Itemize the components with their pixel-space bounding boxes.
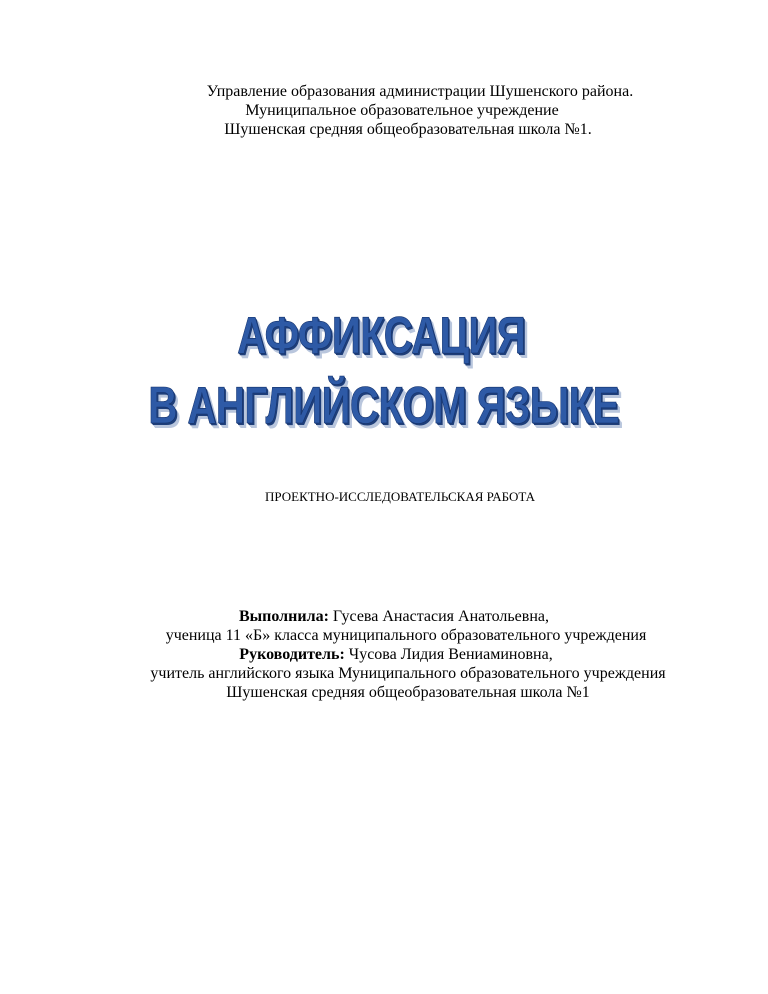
supervisor-name: Чусова Лидия Вениаминовна, — [344, 646, 553, 663]
header-line-administration: Управление образования администрации Шушенского района. — [206, 83, 634, 100]
title-line-1: АФФИКСАЦИЯ — [237, 307, 526, 365]
supervisor-line — [12, 645, 768, 664]
performer-info: ученица 11 «Б» класса муниципального образовательного учреждения — [165, 627, 647, 644]
work-type — [0, 489, 768, 505]
work-type-label: ПРОЕКТНО-ИССЛЕДОВАТЕЛЬСКАЯ РАБОТА — [264, 489, 536, 504]
header-line-institution: Муниципальное образовательное учреждение — [245, 102, 559, 119]
performer-line — [10, 607, 768, 626]
performer-label: Выполнила: — [239, 608, 329, 625]
authors-block — [0, 607, 768, 702]
performer-name: Гусева Анастасия Анатольевна, — [328, 608, 549, 625]
title-line-2: В АНГЛИЙСКОМ ЯЗЫКЕ — [148, 377, 619, 435]
school-name: Шушенская средняя общеобразовательная школа №1 — [226, 684, 590, 701]
header-block — [0, 82, 768, 139]
header-line-school: Шушенская средняя общеобразовательная школа №1. — [224, 121, 592, 138]
supervisor-info: учитель английского языка Муниципального образовательного учреждения — [150, 665, 666, 682]
supervisor-label: Руководитель: — [239, 646, 345, 663]
